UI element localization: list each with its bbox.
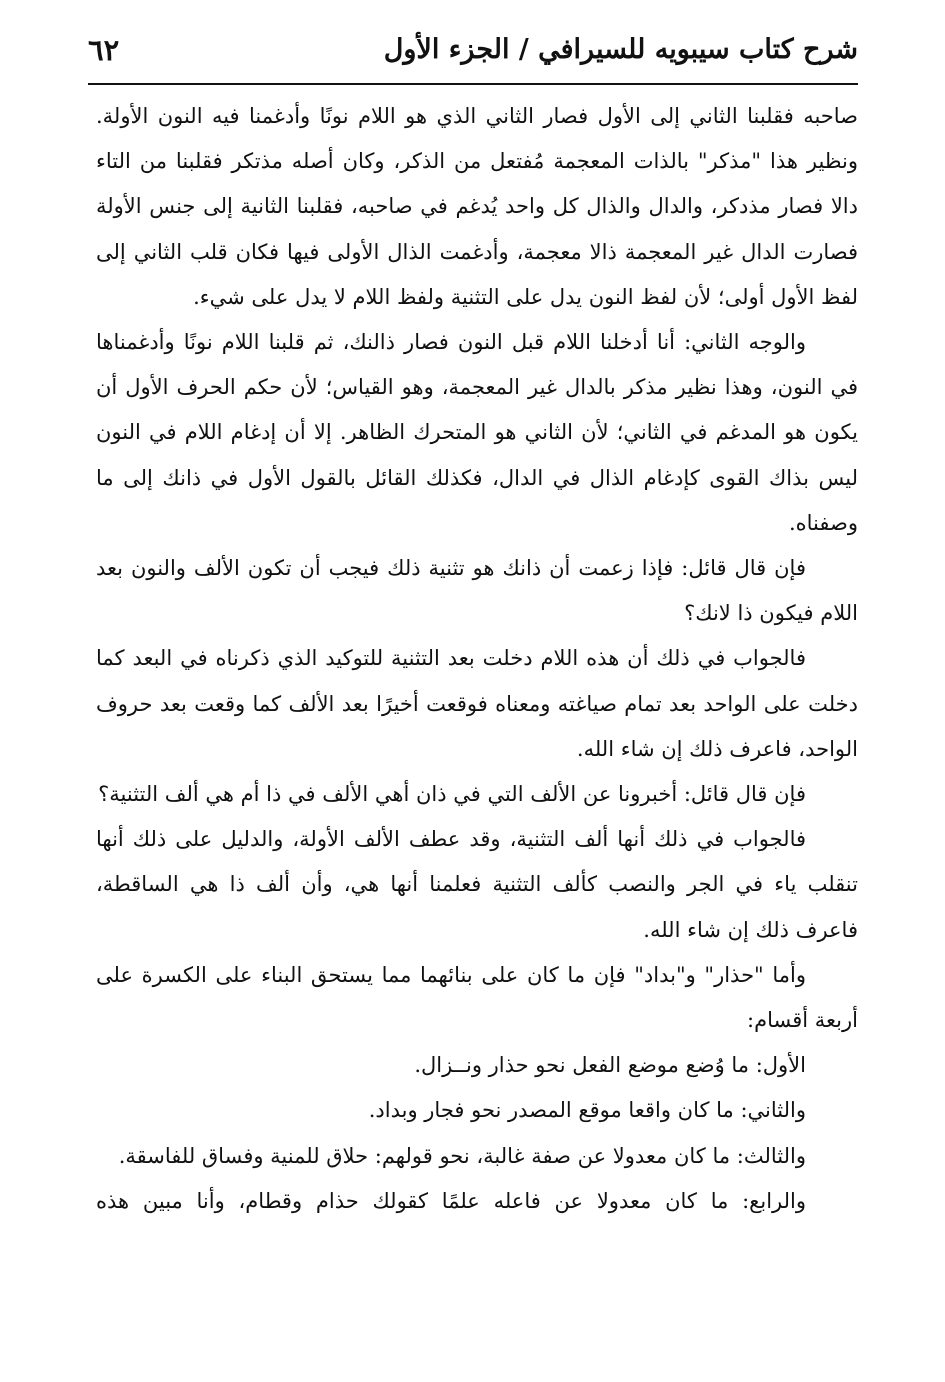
paragraph: فإن قال قائل: فإذا زعمت أن ذانك هو تثنية ذلك فيجب أن تكون الألف والنون بعد اللام فيكون ذا لانك؟ — [96, 556, 858, 626]
list-item: الأول: ما وُضع موضع الفعل نحو حذار ونــزال. — [414, 1053, 806, 1078]
paragraph: فالجواب في ذلك أن هذه اللام دخلت بعد التثنية للتوكيد الذي ذكرناه في البعد كما دخلت على الواحد بعد تمام صياغته ومعناه فوقعت أخيرًا بعد الألف كما وقعت بعد حروف الواحد، فاعرف ذلك إن شاء الله. — [96, 646, 858, 761]
running-title: شرح كتاب سيبويه للسيرافي / الجزء الأول — [383, 34, 858, 65]
page-header — [88, 30, 858, 76]
list-item: والرابع: ما كان معدولا عن فاعله علمًا كقولك حذام وقطام، وأنا مبين هذه — [96, 1188, 806, 1213]
paragraph: صاحبه فقلبنا الثاني إلى الأول فصار الثاني الذي هو اللام نونًا وأدغمنا فيه النون الأولة. ونظير هذا "مذكر" بالذات المعجمة مُفتعل من الذكر، وكان أصله مذتكر فقلبنا من التاء دالا فصار مذدكر، والدال والذال كل واحد يُدغم في صاحبه، فقلبنا الثانية إلى جنس الأولة فصارت الدال غير المعجمة ذالا معجمة، وأدغمت الذال الأولى فيها فكان قلب الثاني إلى لفظ الأول أولى؛ لأن لفظ النون يدل على التثنية ولفظ اللام لا يدل على شيء. — [96, 104, 858, 309]
paragraph: وأما "حذار" و"بداد" فإن ما كان على بنائهما مما يستحق البناء على الكسرة على أربعة أقسام: — [96, 962, 858, 1033]
list-item: والثاني: ما كان واقعا موقع المصدر نحو فجار وبداد. — [368, 1098, 806, 1123]
header-divider — [88, 83, 858, 85]
list-item: والثالث: ما كان معدولا عن صفة غالبة، نحو قولهم: حلاق للمنية وفساق للفاسقة. — [118, 1143, 806, 1168]
paragraph: فالجواب في ذلك أنها ألف التثنية، وقد عطف الألف الأولة، والدليل على ذلك أنها تنقلب ياء في الجر والنصب كألف التثنية فعلمنا أنها هي، وأن ألف ذا هي الساقطة، فاعرف ذلك إن شاء الله. — [96, 827, 858, 942]
paragraph: فإن قال قائل: أخبرونا عن الألف التي في ذان أهي الألف في ذا أم هي ألف التثنية؟ — [98, 782, 806, 807]
page-number: ٦٢ — [88, 33, 120, 67]
page-body — [96, 94, 858, 1224]
paragraph: والوجه الثاني: أنا أدخلنا اللام قبل النون فصار ذالنك، ثم قلبنا اللام نونًا وأدغمناها في النون، وهذا نظير مذكر بالدال غير المعجمة، وهو القياس؛ لأن حكم الحرف الأول أن يكون هو المدغم في الثاني؛ لأن الثاني هو المتحرك الظاهر. إلا أن إدغام اللام في النون ليس بذاك القوى كإدغام الذال في الدال، فكذلك القائل بالقول الأول في ذانك إلى ما وصفناه. — [96, 330, 858, 535]
